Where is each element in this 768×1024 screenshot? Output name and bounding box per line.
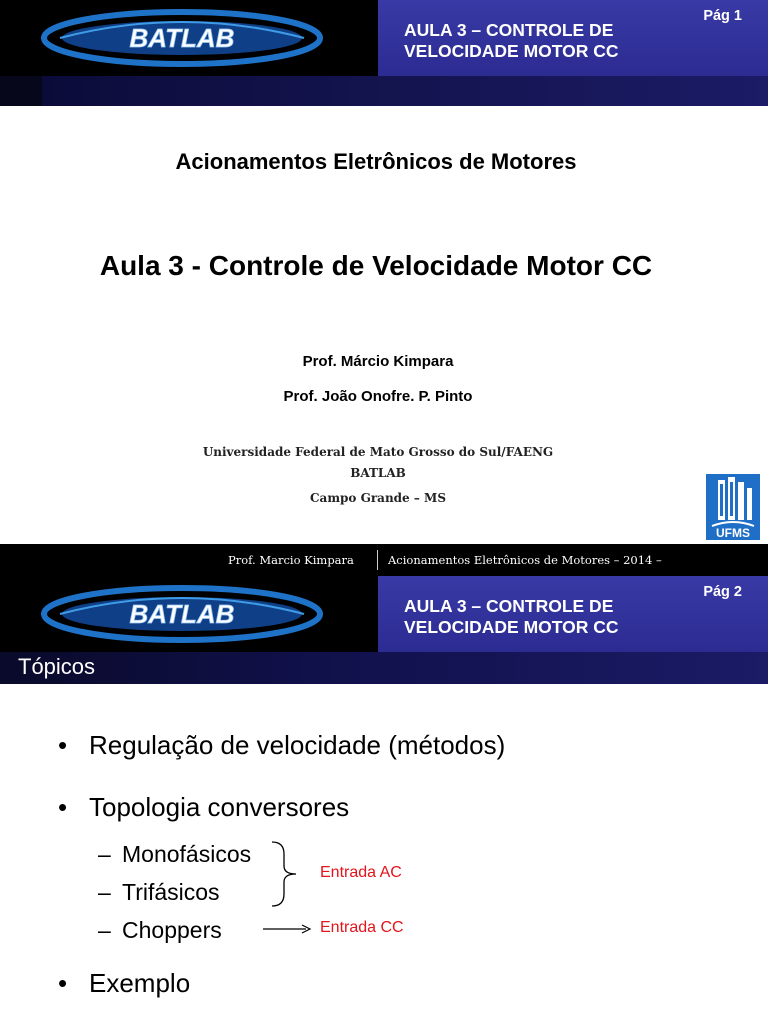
slide-header (0, 576, 768, 652)
bullet-dot: • (58, 792, 68, 822)
title-box (378, 576, 768, 652)
note-ac-input: Entrada AC (320, 864, 402, 881)
ufms-logo (706, 474, 760, 540)
lesson-title: Aula 3 - Controle de Velocidade Motor CC (99, 250, 653, 281)
professor-2: Prof. João Onofre. P. Pinto (283, 388, 473, 405)
sub-dash: – (98, 879, 111, 905)
footer-course: Acionamentos Eletrônicos de Motores – 2014 – (388, 553, 662, 567)
header-title (404, 20, 619, 62)
section-bar (0, 652, 768, 684)
header-title-line2: VELOCIDADE MOTOR CC (404, 41, 619, 61)
arrow-right-icon (262, 922, 312, 936)
professor-1: Prof. Márcio Kimpara (302, 353, 454, 370)
header-title-line2: VELOCIDADE MOTOR CC (404, 617, 619, 637)
banner-corner (0, 76, 42, 106)
sub-dash: – (98, 917, 111, 943)
ufms-logo-text: UFMS (716, 526, 750, 540)
right-brace-icon (268, 840, 302, 908)
title-box (378, 0, 768, 76)
sub-text: Monofásicos (122, 841, 252, 867)
course-title: Acionamentos Eletrônicos de Motores (175, 149, 577, 174)
slide-2 (0, 544, 768, 1024)
logo-text: BATLAB (129, 599, 235, 629)
footer-author: Prof. Marcio Kimpara (228, 553, 354, 567)
batlab-logo (40, 8, 324, 68)
header-title (404, 596, 619, 638)
sub-text: Trifásicos (122, 879, 220, 905)
slide-1-footer (0, 544, 768, 576)
slide-header (0, 0, 768, 76)
footer-divider (377, 550, 378, 570)
bullet-dot: • (58, 730, 68, 760)
bullet-text: Topologia conversores (89, 792, 350, 822)
institution-lab: BATLAB (350, 466, 406, 480)
sub-dash: – (98, 841, 111, 867)
header-title-line1: AULA 3 – CONTROLE DE (404, 20, 614, 40)
note-cc-input: Entrada CC (320, 919, 404, 936)
institution-name: Universidade Federal de Mato Grosso do Sul/FAENG (202, 445, 554, 459)
header-banner (0, 76, 768, 106)
bullet-dot: • (58, 968, 68, 998)
logo-text: BATLAB (129, 23, 235, 53)
page-number: Pág 1 (703, 8, 742, 24)
page-number: Pág 2 (703, 584, 742, 600)
sub-text: Choppers (122, 917, 222, 943)
section-title: Tópicos (18, 654, 96, 679)
header-title-line1: AULA 3 – CONTROLE DE (404, 596, 614, 616)
institution-city: Campo Grande – MS (310, 491, 446, 505)
bullet-text: Exemplo (89, 968, 191, 998)
bullet-text: Regulação de velocidade (métodos) (89, 730, 506, 760)
batlab-logo (40, 584, 324, 644)
